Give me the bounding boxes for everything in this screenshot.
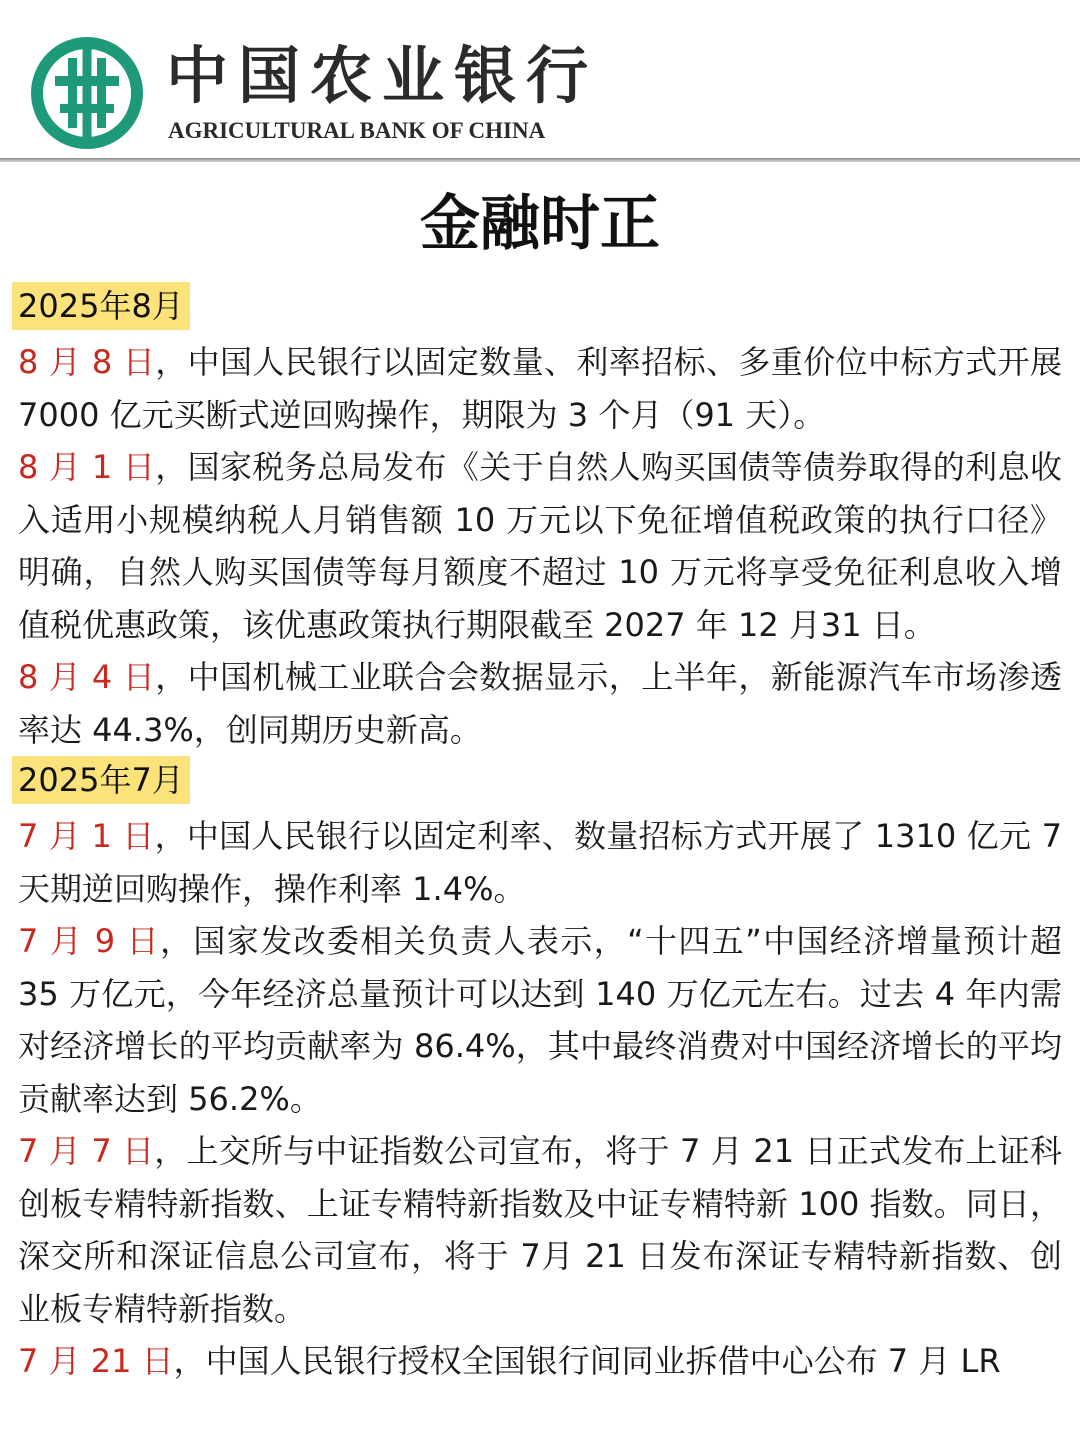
header-divider bbox=[0, 158, 1080, 162]
news-content bbox=[18, 282, 1062, 1388]
news-entry bbox=[18, 651, 1062, 756]
entry-text: ，国家税务总局发布《关于自然人购买国债等债券取得的利息收入适用小规模纳税人月销售额 10 万元以下免征增值税政策的执行口径》明确，自然人购买国债等每月额度不超过 10 万元将享受免征利息收入增值税优惠政策，该优惠政策执行期限截至 2027 年 12 月31 日。 bbox=[18, 448, 1062, 644]
entry-text: ，中国人民银行以固定利率、数量招标方式开展了 1310 亿元 7 天期逆回购操作，操作利率 1.4%。 bbox=[18, 817, 1062, 908]
entry-date: 7 月 9 日 bbox=[18, 922, 161, 960]
entry-date: 7 月 21 日 bbox=[18, 1342, 174, 1380]
month-section bbox=[18, 756, 1062, 1388]
abc-logo-icon bbox=[30, 36, 144, 150]
month-section bbox=[18, 282, 1062, 756]
bank-name-english: AGRICULTURAL BANK OF CHINA bbox=[168, 118, 546, 143]
month-label: 2025年8月 bbox=[12, 282, 190, 330]
news-entry bbox=[18, 1125, 1062, 1335]
news-entry bbox=[18, 915, 1062, 1125]
entry-text: ，中国机械工业联合会数据显示，上半年，新能源汽车市场渗透率达 44.3%，创同期历史新高。 bbox=[18, 658, 1062, 749]
entry-date: 7 月 1 日 bbox=[18, 817, 155, 855]
entry-text: ，中国人民银行授权全国银行间同业拆借中心公布 7 月 LR bbox=[173, 1342, 1001, 1380]
page-header bbox=[0, 0, 1080, 158]
entry-date: 8 月 4 日 bbox=[18, 658, 156, 696]
entry-date: 8 月 1 日 bbox=[18, 448, 156, 486]
entry-date: 8 月 8 日 bbox=[18, 343, 156, 381]
entry-text: ，国家发改委相关负责人表示，“十四五”中国经济增量预计超 35 万亿元，今年经济总量预计可以达到 140 万亿元左右。过去 4 年内需对经济增长的平均贡献率为 86.4%，其中最终消费对中国经济增长的平均贡献率达到 56.2%。 bbox=[18, 922, 1062, 1118]
bank-name-chinese: 中国农业银行 bbox=[166, 39, 599, 112]
news-entry bbox=[18, 810, 1062, 915]
month-label: 2025年7月 bbox=[12, 756, 190, 804]
news-entry bbox=[18, 1335, 1062, 1388]
entry-date: 7 月 7 日 bbox=[18, 1132, 155, 1170]
page-title: 金融时正 bbox=[420, 189, 660, 259]
entry-text: ，上交所与中证指数公司宣布，将于 7 月 21 日正式发布上证科创板专精特新指数、上证专精特新指数及中证专精特新 100 指数。同日，深交所和深证信息公司宣布，将于 7月 21 日发布深证专精特新指数、创业板专精特新指数。 bbox=[18, 1132, 1062, 1328]
news-entry bbox=[18, 336, 1062, 441]
entry-text: ，中国人民银行以固定数量、利率招标、多重价位中标方式开展 7000 亿元买断式逆回购操作，期限为 3 个月（91 天）。 bbox=[18, 343, 1062, 434]
news-entry bbox=[18, 441, 1062, 651]
